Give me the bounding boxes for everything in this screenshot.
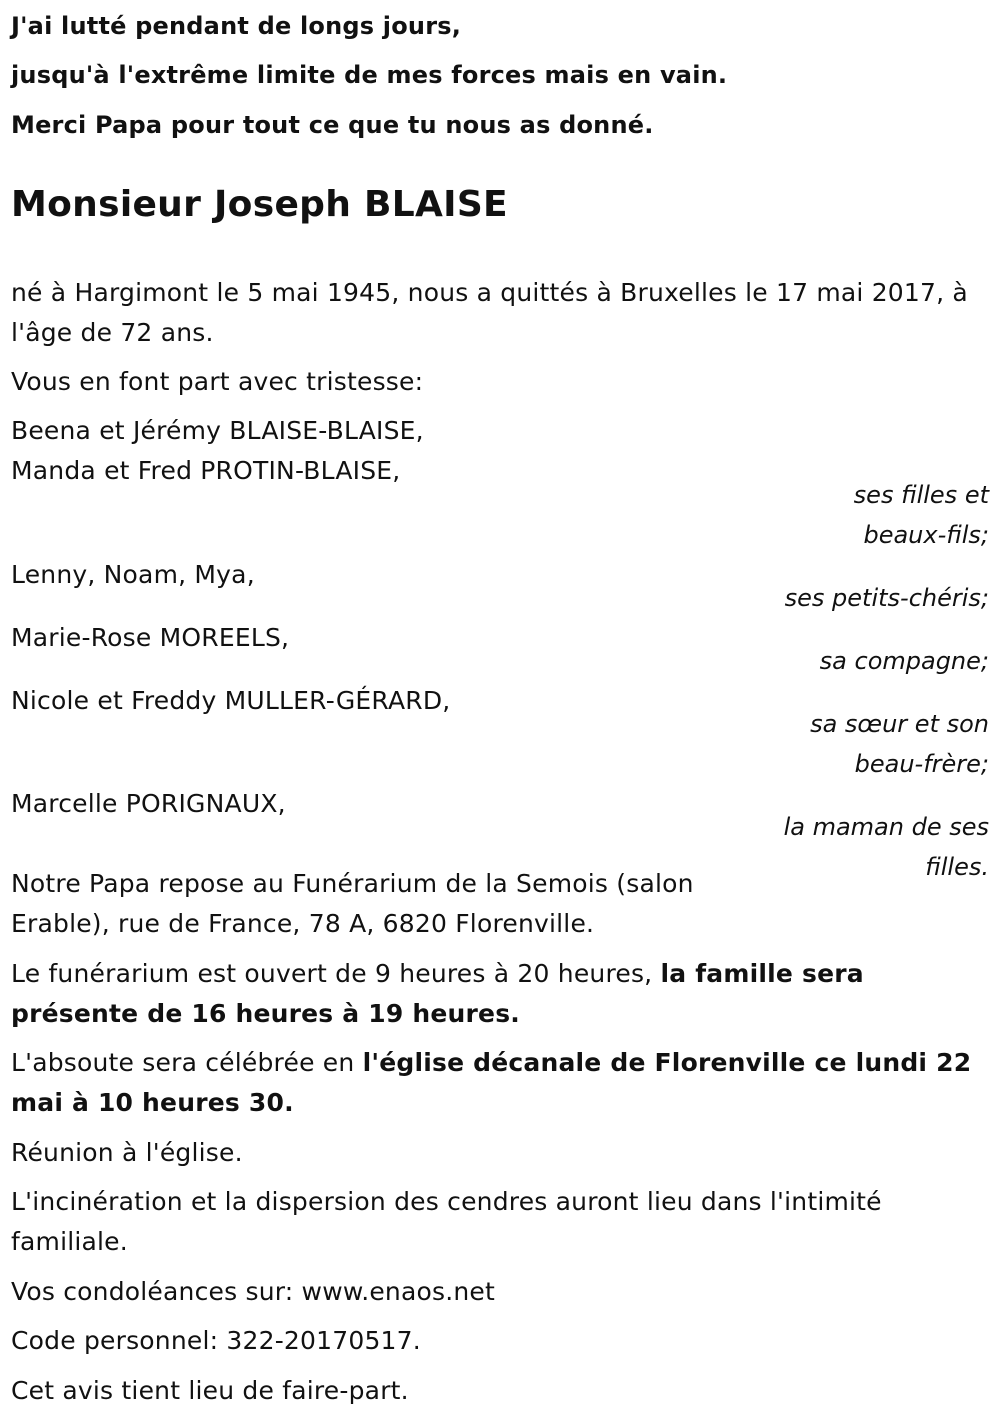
- repose-line-2: Erable), rue de France, 78 A, 6820 Florenville.: [11, 909, 595, 938]
- relation-label: sa compagne;: [819, 647, 989, 675]
- family-name-line: Nicole et Freddy MULLER-GÉRARD,: [11, 686, 451, 715]
- cremation-line-2: familiale.: [11, 1227, 128, 1256]
- hours-line-1: [11, 954, 864, 994]
- personal-code-text: Code personnel: 322-20170517.: [11, 1326, 421, 1355]
- hours-line-2: présente de 16 heures à 19 heures.: [11, 999, 520, 1028]
- hours-text: Le funérarium est ouvert de 9 heures à 20 heures,: [11, 959, 661, 988]
- birth-death-line-2: l'âge de 72 ans.: [11, 318, 214, 347]
- deceased-name: Monsieur Joseph BLAISE: [11, 184, 508, 225]
- relation-label: sa sœur et son: [810, 710, 989, 738]
- announcement-intro: Vous en font part avec tristesse:: [11, 367, 424, 396]
- relation-label: la maman de ses: [783, 813, 989, 841]
- absoute-place-text: l'église décanale de Florenville ce lundi 22: [362, 1048, 972, 1077]
- family-name-line: Marcelle PORIGNAUX,: [11, 789, 286, 818]
- birth-death-line-1: né à Hargimont le 5 mai 1945, nous a quittés à Bruxelles le 17 mai 2017, à: [11, 278, 968, 307]
- meeting-text: Réunion à l'église.: [11, 1138, 243, 1167]
- relation-label: beaux-fils;: [863, 521, 989, 549]
- epigraph-line-2: jusqu'à l'extrême limite de mes forces mais en vain.: [11, 61, 728, 89]
- absoute-line-1: [11, 1043, 971, 1083]
- epigraph-line-3: Merci Papa pour tout ce que tu nous as donné.: [11, 111, 654, 139]
- family-presence-text: la famille sera: [660, 959, 864, 988]
- condolences-text: Vos condoléances sur: www.enaos.net: [11, 1277, 495, 1306]
- family-name-line: Manda et Fred PROTIN-BLAISE,: [11, 456, 401, 485]
- family-name-line: Beena et Jérémy BLAISE-BLAISE,: [11, 416, 424, 445]
- relation-label: beau-frère;: [854, 750, 989, 778]
- relation-label: ses petits-chéris;: [784, 584, 989, 612]
- family-name-line: Marie-Rose MOREELS,: [11, 623, 290, 652]
- absoute-text: L'absoute sera célébrée en: [11, 1048, 363, 1077]
- relation-label: filles.: [925, 853, 989, 881]
- relation-label: ses filles et: [853, 481, 989, 509]
- absoute-line-2: mai à 10 heures 30.: [11, 1088, 294, 1117]
- repose-line-1: Notre Papa repose au Funérarium de la Semois (salon: [11, 869, 694, 898]
- family-name-line: Lenny, Noam, Mya,: [11, 560, 255, 589]
- cremation-line-1: L'incinération et la dispersion des cendres auront lieu dans l'intimité: [11, 1187, 882, 1216]
- closing-text: Cet avis tient lieu de faire-part.: [11, 1376, 409, 1405]
- epigraph-line-1: J'ai lutté pendant de longs jours,: [11, 12, 462, 40]
